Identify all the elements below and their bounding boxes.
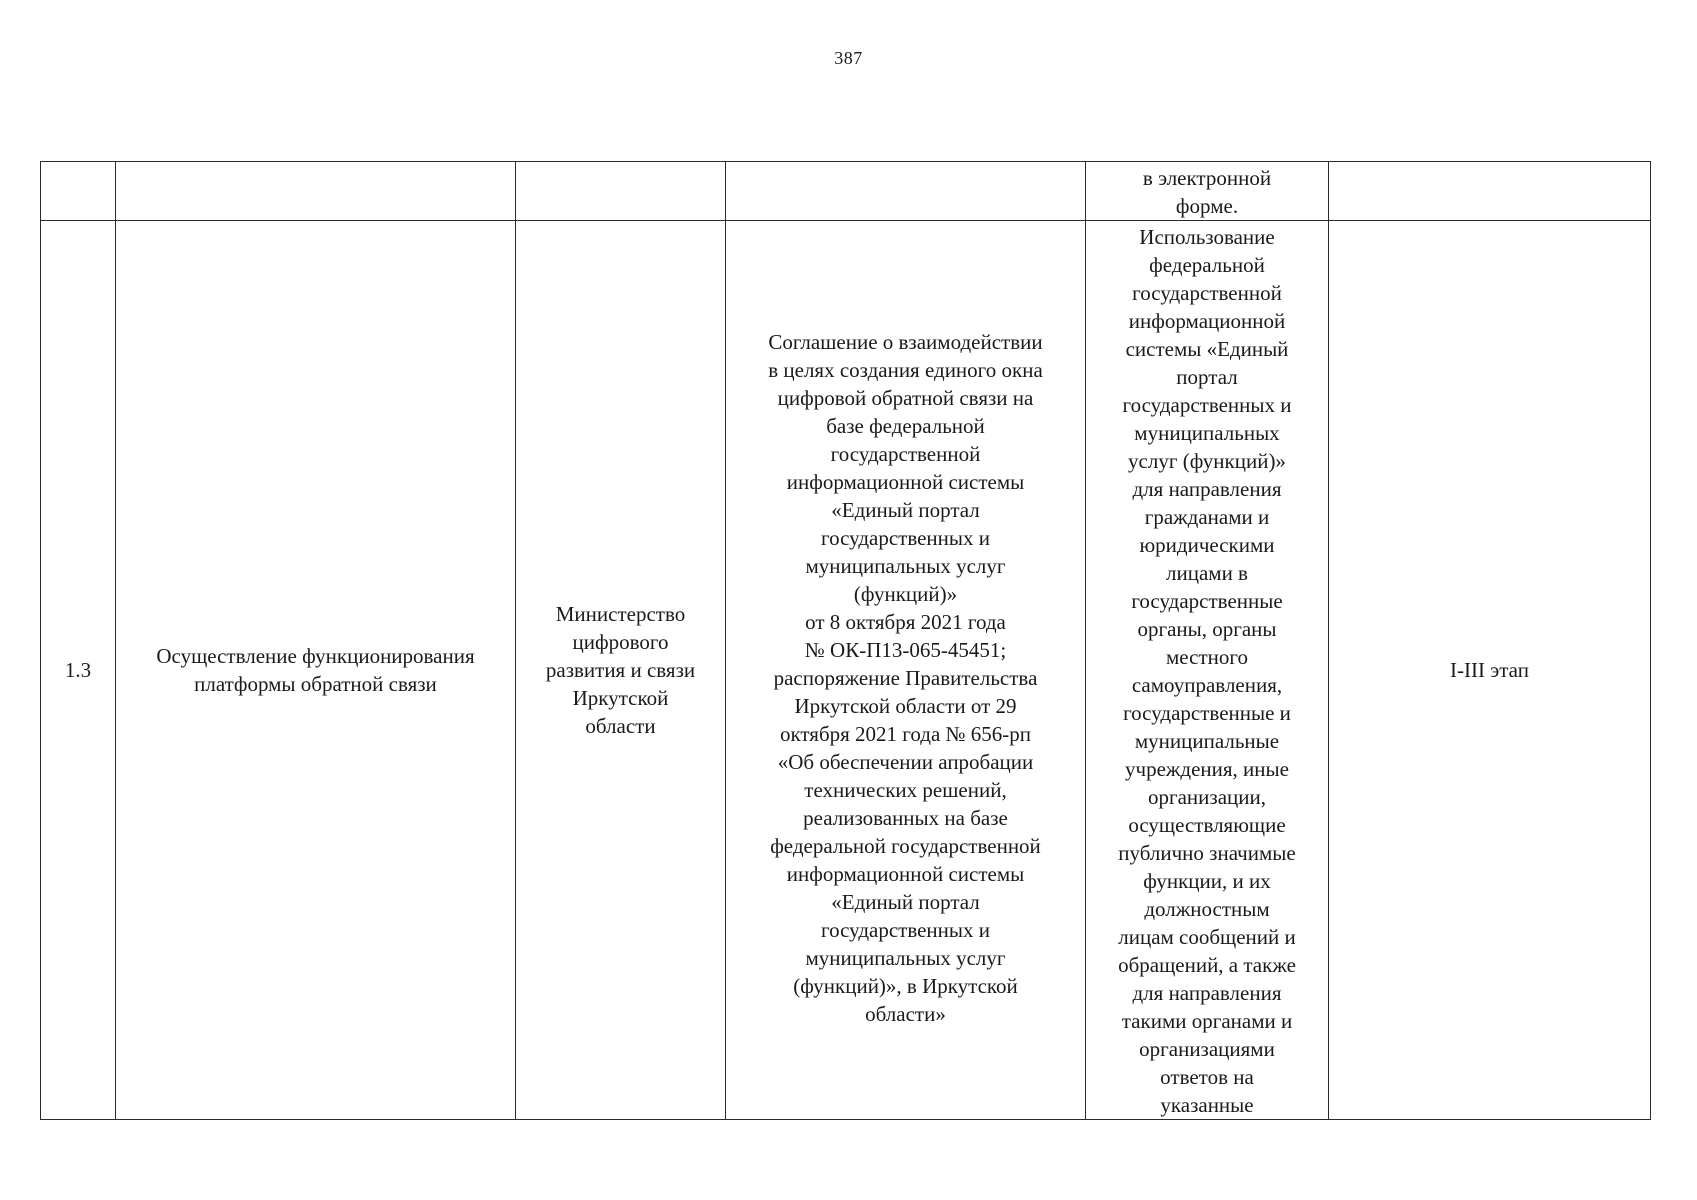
result-continuation-text: в электронной форме. bbox=[1142, 166, 1272, 218]
activity-text: Осуществление функционирования платформы обратной связи bbox=[156, 644, 475, 696]
table-row-continuation bbox=[41, 162, 1651, 221]
cell-activity bbox=[116, 221, 516, 1120]
cell-stage-empty bbox=[1329, 162, 1651, 221]
cell-result bbox=[1086, 221, 1329, 1120]
cell-stage bbox=[1329, 221, 1651, 1120]
page-number: 387 bbox=[834, 48, 863, 68]
cell-result-continuation bbox=[1086, 162, 1329, 221]
cell-executor bbox=[516, 221, 726, 1120]
cell-activity-empty bbox=[116, 162, 516, 221]
cell-documents bbox=[726, 221, 1086, 1120]
cell-number-empty bbox=[41, 162, 116, 221]
cell-documents-empty bbox=[726, 162, 1086, 221]
executor-text: Министерство цифрового развития и связи Иркутской области bbox=[545, 602, 696, 738]
documents-text: Соглашение о взаимодействии в целях создания единого окна цифровой обратной связи на базе федеральной государственной информационной системы «Единый портал государственных и муниципальных услуг (функций)» от 8 октября 2021 года № ОК-П13-065-45451; распоряжение Правительства Иркутской области от 29 октября 2021 года № 656-рп «Об обеспечении апробации технических решений, реализованных на базе федеральной государственной информационной системы «Единый портал государственных и муниципальных услуг (функций)», в Иркутской области» bbox=[768, 329, 1043, 1026]
row-number: 1.3 bbox=[64, 658, 92, 682]
result-text: Использование федеральной государственной информационной системы «Единый портал государственных и муниципальных услуг (функций)» для направления гражданами и юридическими лицами в государственные органы, органы местного самоуправления, государственные и муниципальные учреждения, иные организации, осуществляющие публично значимые функции, и их должностным лицам сообщений и обращений, а также для направления такими органами и организациями ответов на указанные bbox=[1118, 225, 1296, 1117]
cell-number bbox=[41, 221, 116, 1120]
cell-executor-empty bbox=[516, 162, 726, 221]
stage-text: I-III этап bbox=[1450, 658, 1529, 682]
table-row bbox=[41, 221, 1651, 1120]
document-table bbox=[40, 161, 1651, 1120]
